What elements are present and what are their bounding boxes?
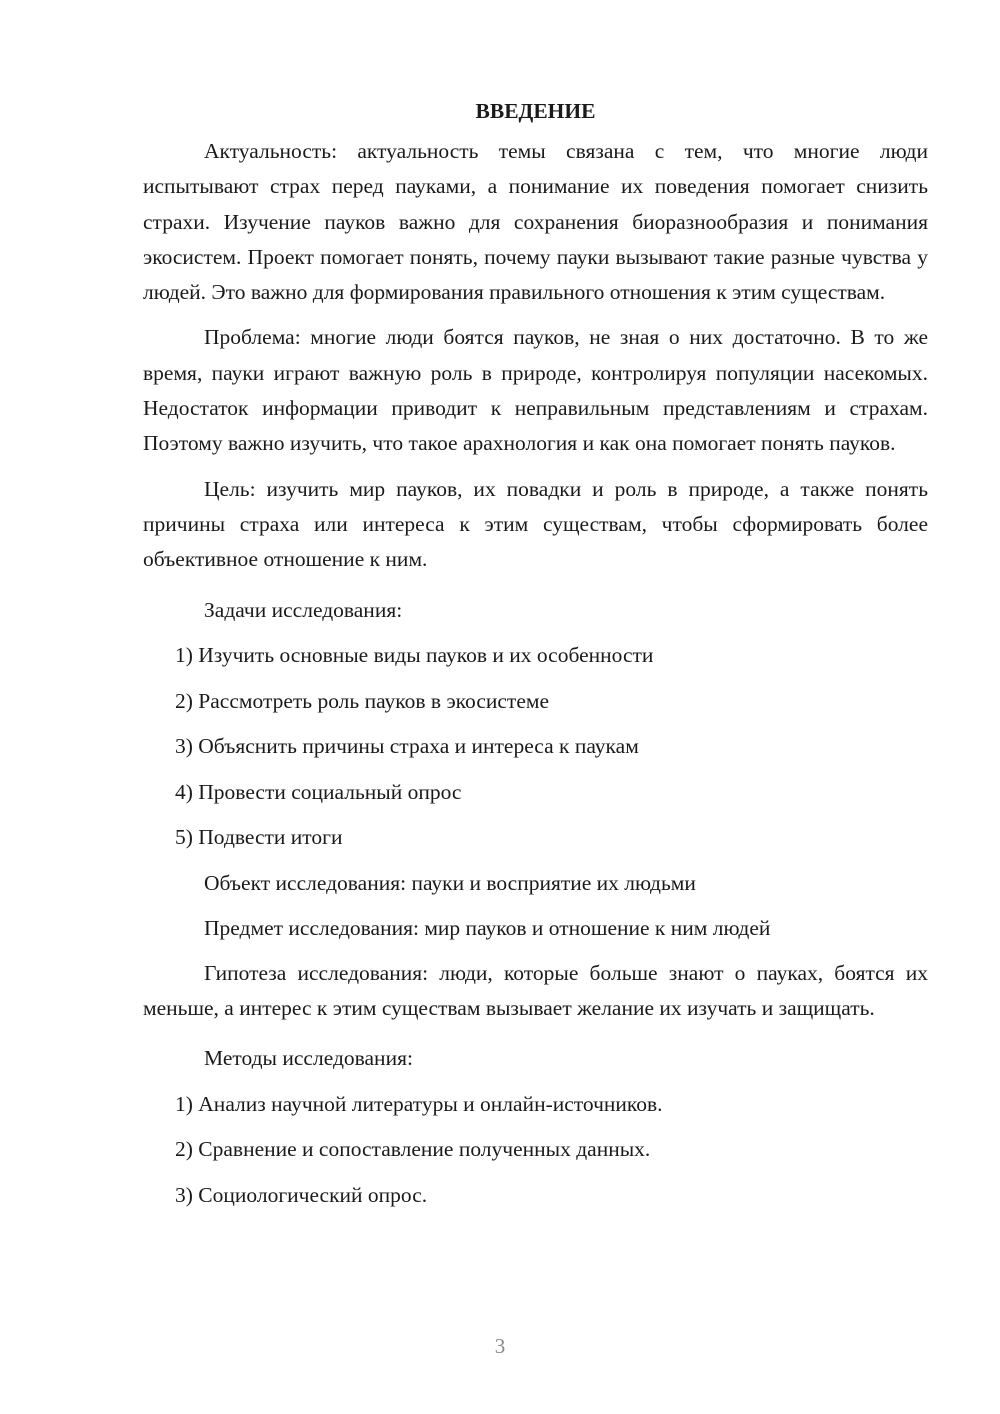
list-item: 1) Изучить основные виды пауков и их особенности xyxy=(175,643,654,668)
tasks-title: Задачи исследования: xyxy=(204,597,403,622)
page-number: 3 xyxy=(494,1334,506,1358)
object-line: Объект исследования: пауки и восприятие их людьми xyxy=(204,870,696,895)
hypothesis-paragraph: Гипотеза исследования: люди, которые больше знают о пауках, боятся их меньше, а интерес к этим существам вызывает желание их изучать и защищать. xyxy=(143,960,928,1020)
relevance-paragraph: Актуальность: актуальность темы связана с тем, что многие люди испытывают страх перед пауками, а понимание их поведения помогает снизить страхи. Изучение пауков важно для сохранения биоразнообразия и понимания экосистем. Проект помогает понять, почему пауки вызывают такие разные чувства у людей. Это важно для формирования правильного отношения к этим существам. xyxy=(143,139,928,305)
list-item: 5) Подвести итоги xyxy=(175,825,343,850)
list-item: 2) Рассмотреть роль пауков в экосистеме xyxy=(175,688,550,713)
list-item: 3) Объяснить причины страха и интереса к паукам xyxy=(175,734,639,759)
methods-list xyxy=(143,1082,928,1219)
tasks-list xyxy=(143,633,928,861)
document-page xyxy=(143,88,928,1218)
list-item: 4) Провести социальный опрос xyxy=(175,779,462,804)
subject-line: Предмет исследования: мир пауков и отношение к ним людей xyxy=(204,916,771,941)
list-item: 1) Анализ научной литературы и онлайн-источников. xyxy=(175,1091,663,1116)
methods-title: Методы исследования: xyxy=(204,1046,413,1071)
list-item: 2) Сравнение и сопоставление полученных данных. xyxy=(175,1137,651,1162)
section-heading: ВВЕДЕНИЕ xyxy=(475,99,596,123)
problem-paragraph: Проблема: многие люди боятся пауков, не зная о них достаточно. В то же время, пауки играют важную роль в природе, контролируя популяции насекомых. Недостаток информации приводит к неправильным представлениям и страхам. Поэтому важно изучить, что такое арахнология и как она помогает понять пауков. xyxy=(143,325,928,456)
goal-paragraph: Цель: изучить мир пауков, их повадки и роль в природе, а также понять причины страха или интереса к этим существам, чтобы сформировать более объективное отношение к ним. xyxy=(143,476,928,572)
list-item: 3) Социологический опрос. xyxy=(175,1182,428,1207)
